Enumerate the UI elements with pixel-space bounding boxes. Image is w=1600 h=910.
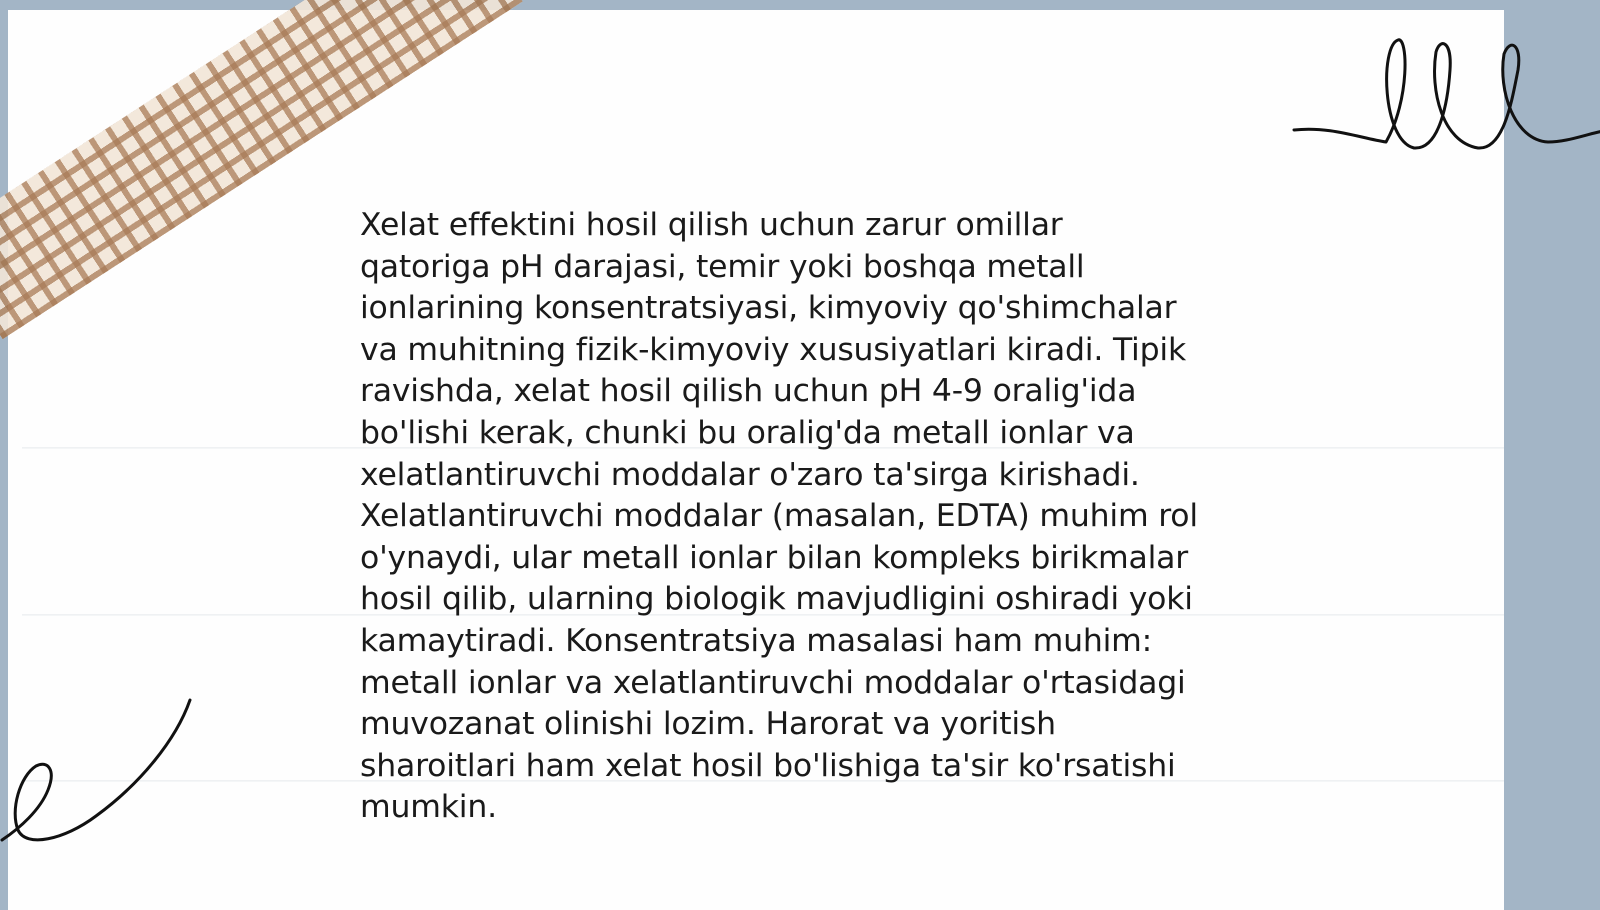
check-scribble-icon — [0, 700, 200, 860]
loop-scribble-icon — [1290, 30, 1600, 170]
body-paragraph: Xelat effektini hosil qilish uchun zarur omillar qatoriga pH darajasi, temir yoki boshqa metall ionlarining konsentratsiyasi, kimyoviy qo'shimchalar va muhitning fizik-kimyoviy xususiyatlari kiradi. Tipik ravishda, xelat hosil qilish uchun pH 4-9 oralig'ida bo'lishi kerak, chunki bu oralig'da metall ionlar va xelatlantiruvchi moddalar o'zaro ta'sirga kirishadi. Xelatlantiruvchi moddalar (masalan, EDTA) muhim rol o'ynaydi, ular metall ionlar bilan kompleks birikmalar hosil qilib, ularning biologik mavjudligini oshiradi yoki kamaytiradi. Konsentratsiya masalasi ham muhim: metall ionlar va xelatlantiruvchi moddalar o'rtasidagi muvozanat olinishi lozim. Harorat va yoritish sharoitlari ham xelat hosil bo'lishiga ta'sir ko'rsatishi mumkin. — [360, 207, 1198, 826]
